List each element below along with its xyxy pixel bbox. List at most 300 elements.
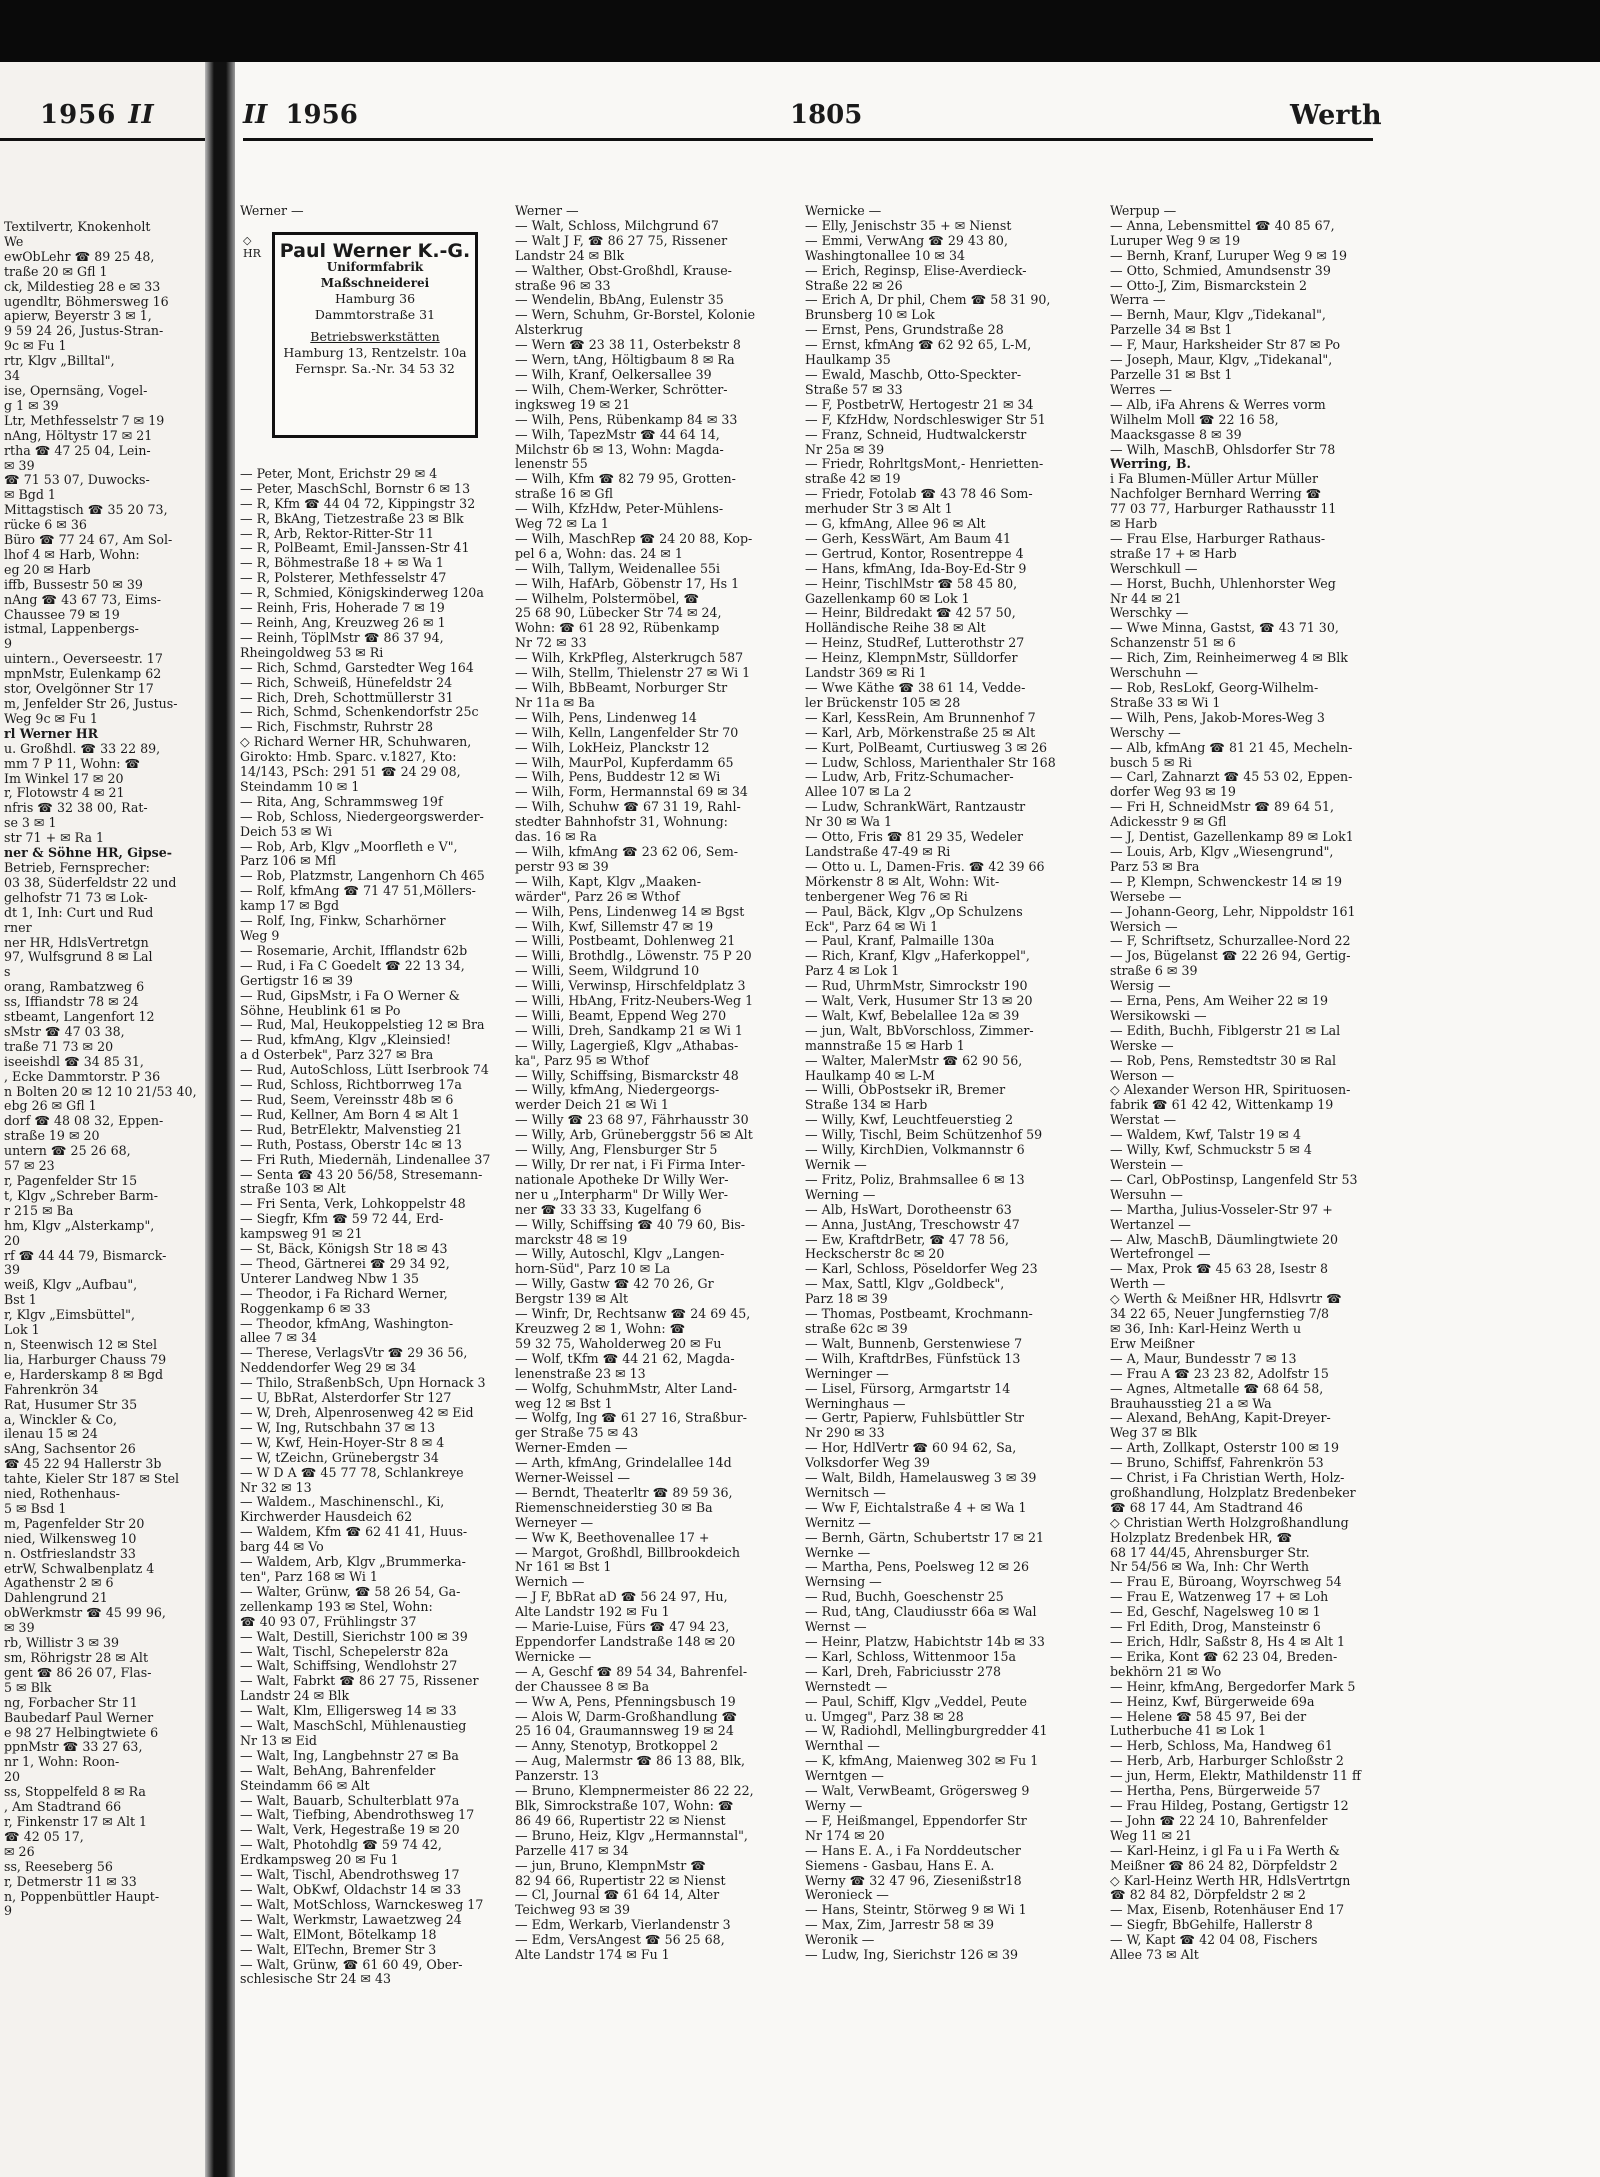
directory-entry: straße 17 + ✉ Harb: [1110, 546, 1237, 561]
directory-entry: — Willy, KirchDien, Volkmannstr 6: [805, 1143, 1025, 1158]
directory-entry: e, Harderskamp 8 ✉ Bgd: [4, 1367, 164, 1382]
directory-entry: — Ludw, Ing, Sierichstr 126 ✉ 39: [805, 1948, 1019, 1963]
directory-entry: We: [4, 234, 24, 249]
directory-entry: horn-Süd", Parz 10 ✉ La: [515, 1262, 671, 1277]
directory-entry: — Wilh, Schuhw ☎ 67 31 19, Rahl-: [515, 800, 741, 815]
directory-entry: — Walt, Tischl, Abendrothsweg 17: [240, 1868, 460, 1883]
directory-entry: Riemenschneiderstieg 30 ✉ Ba: [515, 1500, 713, 1515]
surname-heading: Werneyer —: [515, 1515, 594, 1530]
directory-entry: nationale Apotheke Dr Willy Wer-: [515, 1172, 729, 1187]
directory-entry: — F, Maur, Harksheider Str 87 ✉ Po: [1110, 338, 1341, 353]
directory-entry: Landstr 24 ✉ Blk: [515, 248, 625, 263]
directory-entry: stbeamt, Langenfort 12: [4, 1010, 155, 1025]
directory-entry: — Hertha, Pens, Bürgerweide 57: [1110, 1784, 1321, 1799]
directory-entry: — R, Böhmestraße 18 + ✉ Wa 1: [240, 556, 444, 571]
directory-entry: — Bruno, Schiffsf, Fahrenkrön 53: [1110, 1456, 1324, 1471]
directory-entry: — R, BkAng, Tietzestraße 23 ✉ Blk: [240, 511, 464, 526]
directory-entry: — Rich, Kranf, Klgv „Haferkoppel",: [805, 949, 1030, 964]
right-running-head: [243, 100, 358, 130]
directory-entry: sm, Röhrigstr 28 ✉ Alt: [4, 1651, 149, 1665]
directory-entry: eg 20 ✉ Harb: [4, 562, 91, 577]
directory-column-2: [515, 204, 803, 2149]
directory-entry: 9: [4, 637, 13, 652]
directory-entry: — Walt, ElTechn, Bremer Str 3: [240, 1942, 437, 1957]
directory-entry: — Gertr, Papierw, Fuhlsbüttler Str: [805, 1411, 1025, 1426]
directory-entry: — Wwe Käthe ☎ 38 61 14, Vedde-: [805, 681, 1026, 695]
directory-entry: — Willi, Seem, Wildgrund 10: [515, 964, 700, 979]
directory-entry: uintern., Oeverseestr. 17: [4, 652, 163, 667]
directory-entry: — Rolf, kfmAng ☎ 71 47 51,Möllers-: [240, 884, 476, 899]
directory-entry: — J, Dentist, Gazellenkamp 89 ✉ Lok1: [1110, 830, 1354, 845]
directory-entry: ck, Mildestieg 28 e ✉ 33: [4, 279, 161, 294]
surname-heading: Werstat —: [1110, 1113, 1177, 1128]
directory-entry: Werny ☎ 32 47 96, Ziesenißstr18: [805, 1873, 1022, 1888]
directory-entry: — Wilh, Kelln, Langenfelder Str 70: [515, 725, 739, 740]
directory-entry: str 71 + ✉ Ra 1: [4, 831, 104, 846]
directory-entry: — Karl-Heinz, i gl Fa u i Fa Werth &: [1110, 1843, 1340, 1858]
directory-entry: — Rud, BetrElektr, Malvenstieg 21: [240, 1122, 463, 1137]
directory-entry: dorfer Weg 93 ✉ 19: [1110, 785, 1236, 800]
directory-entry: — Willy, Dr rer nat, i Fi Firma Inter-: [515, 1158, 746, 1172]
directory-entry: — Willi, Postbeamt, Dohlenweg 21: [515, 934, 736, 949]
book-gutter: [205, 62, 235, 2177]
directory-entry: Milchstr 6b ✉ 13, Wohn: Magda-: [515, 442, 724, 457]
directory-entry: — Rolf, Ing, Finkw, Scharhörner: [240, 914, 446, 929]
directory-entry: — Wilh, Kapt, Klgv „Maaken-: [515, 874, 702, 889]
directory-entry: — Rud, Buchh, Goeschenstr 25: [805, 1590, 1004, 1605]
directory-entry: r, Detmerstr 11 ✉ 33: [4, 1874, 137, 1889]
directory-entry: ner ☎ 33 33 33, Kugelfang 6: [515, 1202, 702, 1217]
directory-entry: — Friedr, Fotolab ☎ 43 78 46 Som-: [805, 487, 1033, 502]
directory-entry: Parz 106 ✉ Mfl: [240, 854, 336, 869]
directory-entry: ☎ 45 22 94 Hallerstr 3b: [4, 1457, 162, 1472]
directory-entry: — Ewald, Maschb, Otto-Speckter-: [805, 367, 1022, 382]
directory-entry: ner HR, HdlsVertretgn: [4, 935, 149, 950]
directory-entry: ise, Opernsäng, Vogel-: [4, 383, 148, 398]
directory-entry: straße 96 ✉ 33: [515, 278, 611, 293]
directory-entry: n Bolten 20 ✉ 12 10 21/53 40,: [4, 1084, 197, 1099]
directory-entry: — Walt, Tischl, Schepelerstr 82a: [240, 1644, 449, 1659]
directory-entry: — Helene ☎ 58 45 97, Bei der: [1110, 1709, 1307, 1724]
directory-entry: — Margot, Großhdl, Billbrookdeich: [515, 1545, 740, 1560]
directory-entry: ✉ Harb: [1110, 517, 1158, 532]
surname-heading: Werschuhn —: [1110, 666, 1198, 681]
directory-entry: — Rich, Dreh, Schottmüllerstr 31: [240, 690, 454, 705]
directory-entry: — Wilh, MaurPol, Kupferdamm 65: [515, 755, 734, 770]
directory-entry: a, Winckler & Co,: [4, 1412, 117, 1427]
directory-entry: — Willy ☎ 23 68 97, Fährhausstr 30: [515, 1113, 749, 1128]
directory-entry: — W, Ing, Rutschbahn 37 ✉ 13: [240, 1420, 436, 1435]
surname-heading: Werske —: [1110, 1038, 1174, 1053]
surname-heading: Werra —: [1110, 293, 1166, 308]
directory-entry: — Walt, Ing, Langbehnstr 27 ✉ Ba: [240, 1748, 459, 1763]
directory-entry: — Wilh, Tallym, Weidenallee 55i: [515, 561, 721, 576]
directory-entry: lenenstr 55: [515, 457, 588, 472]
directory-entry: Teichweg 93 ✉ 39: [515, 1903, 630, 1918]
directory-entry: rb, Willistr 3 ✉ 39: [4, 1636, 120, 1651]
directory-entry: Alte Landstr 174 ✉ Fu 1: [515, 1948, 670, 1963]
directory-entry: ☎ 42 05 17,: [4, 1829, 84, 1844]
directory-entry: — G, kfmAng, Allee 96 ✉ Alt: [805, 517, 986, 532]
directory-entry: Weg 9: [240, 929, 280, 943]
surname-heading: Werstein —: [1110, 1158, 1184, 1172]
directory-entry: — W, Radiohdl, Mellingburgredder 41: [805, 1724, 1048, 1739]
directory-entry: — Rosemarie, Archit, Ifflandstr 62b: [240, 943, 468, 958]
directory-entry: — Frau Else, Harburger Rathaus-: [1110, 531, 1326, 546]
directory-entry: Panzerstr. 13: [515, 1769, 599, 1784]
directory-entry: — Wilh, Stellm, Thielenstr 27 ✉ Wi 1: [515, 666, 751, 681]
directory-entry: — Theod, Gärtnerei ☎ 29 34 92,: [240, 1256, 450, 1271]
directory-entry: — R, Kfm ☎ 44 04 72, Kippingstr 32: [240, 496, 476, 511]
directory-entry: nAng ☎ 43 67 73, Eims-: [4, 592, 162, 607]
directory-entry: — Hor, HdlVertr ☎ 60 94 62, Sa,: [805, 1441, 1017, 1456]
directory-entry: Brunsberg 10 ✉ Lok: [805, 308, 935, 323]
directory-entry: sMstr ☎ 47 03 38,: [4, 1024, 125, 1039]
directory-entry: — Rud, AutoSchloss, Lütt Iserbrook 74: [240, 1063, 489, 1078]
directory-entry: — Ernst, Pens, Grundstraße 28: [805, 323, 1004, 338]
directory-entry: — Anny, Stenotyp, Brotkoppel 2: [515, 1739, 719, 1754]
directory-entry: lhof 4 ✉ Harb, Wohn:: [4, 547, 140, 562]
directory-entry: r, Pagenfelder Str 15: [4, 1174, 138, 1188]
directory-entry: etrW, Schwalbenplatz 4: [4, 1561, 155, 1576]
directory-entry: Eppendorfer Landstraße 148 ✉ 20: [515, 1635, 736, 1649]
right-volume: II: [243, 100, 268, 130]
directory-entry: — Wolf, tKfm ☎ 44 21 62, Magda-: [515, 1351, 735, 1366]
directory-entry: — Walter, MalerMstr ☎ 62 90 56,: [805, 1053, 1023, 1068]
directory-entry: Wohn: ☎ 61 28 92, Rübenkamp: [515, 621, 720, 636]
directory-entry: n, Poppenbüttler Haupt-: [4, 1889, 160, 1904]
directory-entry: — Heinr, kfmAng, Bergedorfer Mark 5: [1110, 1679, 1356, 1694]
directory-entry: ler Brückenstr 105 ✉ 28: [805, 695, 961, 710]
directory-entry: — Joseph, Maur, Klgv, „Tidekanal",: [1110, 353, 1333, 368]
directory-entry: allee 7 ✉ 34: [240, 1331, 318, 1346]
directory-entry: — Wilh, Kfm ☎ 82 79 95, Grotten-: [515, 472, 736, 487]
surname-heading: Werner-Emden —: [515, 1441, 628, 1456]
directory-entry: straße 103 ✉ Alt: [240, 1182, 346, 1197]
directory-entry: — Ww K, Beethovenallee 17 +: [515, 1530, 710, 1545]
directory-entry: straße 19 ✉ 20: [4, 1129, 100, 1144]
surname-heading: Weronieck —: [805, 1888, 889, 1903]
directory-entry: — Rud, kfmAng, Klgv „Kleinsied!: [240, 1033, 452, 1048]
directory-entry: — Erna, Pens, Am Weiher 22 ✉ 19: [1110, 994, 1329, 1009]
directory-entry: — Willy, Tischl, Beim Schützenhof 59: [805, 1128, 1043, 1143]
directory-entry: — Peter, Mont, Erichstr 29 ✉ 4: [240, 466, 438, 481]
directory-entry: 59 32 75, Waholderweg 20 ✉ Fu: [515, 1336, 722, 1351]
surname-heading: Werny —: [805, 1798, 863, 1813]
directory-entry: Allee 73 ✉ Alt: [1110, 1948, 1199, 1963]
directory-entry: — Wilh, Kwf, Sillemstr 47 ✉ 19: [515, 919, 714, 934]
directory-entry: — Walt, Bauarb, Schulterblatt 97a: [240, 1793, 460, 1808]
directory-entry: — R, PolBeamt, Emil-Janssen-Str 41: [240, 541, 470, 556]
directory-entry: — Alw, MaschB, Däumlingtwiete 20: [1110, 1232, 1339, 1247]
surname-heading: Werson —: [1110, 1068, 1175, 1083]
directory-entry: 20: [4, 1233, 21, 1248]
directory-entry: — Rud, UhrmMstr, Simrockstr 190: [805, 979, 1028, 994]
directory-entry: — Siegfr, BbGehilfe, Hallerstr 8: [1110, 1918, 1313, 1933]
left-page-column: [4, 220, 202, 1919]
directory-entry: — Wilh, Pens, Lindenweg 14 ✉ Bgst: [515, 904, 745, 919]
directory-entry: — Herb, Arb, Harburger Schloßstr 2: [1110, 1754, 1344, 1769]
directory-entry: — Lisel, Fürsorg, Armgartstr 14: [805, 1381, 1011, 1396]
header-rule-right: [243, 138, 1373, 141]
directory-entry: 68 17 44/45, Ahrensburger Str.: [1110, 1545, 1310, 1560]
directory-entry: — Walt, Verk, Husumer Str 13 ✉ 20: [805, 994, 1033, 1009]
directory-entry: e 98 27 Helbingtwiete 6: [4, 1725, 159, 1740]
directory-entry: bekhörn 21 ✉ Wo: [1110, 1664, 1222, 1679]
directory-entry: Baubedarf Paul Werner: [4, 1710, 154, 1725]
directory-entry: — Rob, Schloss, Niedergeorgswerder-: [240, 809, 484, 824]
directory-entry: — Christ, i Fa Christian Werth, Holz-: [1110, 1471, 1345, 1486]
surname-heading: Werninghaus —: [805, 1396, 906, 1411]
directory-entry: Mörkenstr 8 ✉ Alt, Wohn: Wit-: [805, 874, 1000, 889]
ad-diamond-hr-mark: ◇ HR: [243, 234, 261, 260]
directory-entry: ✉ 36, Inh: Karl-Heinz Werth u: [1110, 1321, 1302, 1336]
directory-entry: — Walt, VerwBeamt, Grögersweg 9: [805, 1784, 1030, 1799]
directory-entry: — U, BbRat, Alsterdorfer Str 127: [240, 1391, 452, 1406]
directory-entry: a d Osterbek", Parz 327 ✉ Bra: [240, 1048, 434, 1063]
directory-entry: — Hans, kfmAng, Ida-Boy-Ed-Str 9: [805, 561, 1027, 576]
directory-entry: — Ed, Geschf, Nagelsweg 10 ✉ 1: [1110, 1605, 1321, 1620]
directory-entry: Alsterkrug: [515, 323, 583, 338]
directory-entry: — Walt, MotSchloss, Warnckesweg 17: [240, 1897, 484, 1912]
directory-entry: — Martha, Julius-Vosseler-Str 97 +: [1110, 1202, 1333, 1217]
directory-entry: — F, Schriftsetz, Schurzallee-Nord 22: [1110, 934, 1351, 949]
directory-entry: Brauhausstieg 21 a ✉ Wa: [1110, 1396, 1272, 1411]
directory-entry: — Frau Hildeg, Postang, Gertigstr 12: [1110, 1798, 1349, 1813]
directory-entry: Straße 33 ✉ Wi 1: [1110, 695, 1221, 710]
surname-heading: Werner —: [515, 204, 579, 218]
directory-entry: — Arth, Zollkapt, Osterstr 100 ✉ 19: [1110, 1441, 1340, 1456]
directory-entry: 14/143, PSch: 291 51 ☎ 24 29 08,: [240, 765, 461, 780]
directory-entry: Parz 4 ✉ Lok 1: [805, 964, 900, 979]
directory-entry: Weg 72 ✉ La 1: [515, 517, 609, 532]
directory-entry: Betrieb, Fernsprecher:: [4, 860, 150, 875]
directory-entry: — Waldem, Arb, Klgv „Brummerka-: [240, 1555, 466, 1570]
directory-entry: r 215 ✉ Ba: [4, 1203, 74, 1218]
directory-entry: Nr 290 ✉ 33: [805, 1426, 885, 1441]
directory-entry: — Marie-Luise, Fürs ☎ 47 94 23,: [515, 1620, 730, 1635]
directory-entry: Textilvertr, Knokenholt: [4, 220, 151, 234]
directory-entry: iseeishdl ☎ 34 85 31,: [4, 1054, 144, 1069]
surname-heading: Wernicke —: [805, 204, 882, 218]
directory-entry: ilenau 15 ✉ 24: [4, 1427, 98, 1442]
directory-entry: Volksdorfer Weg 39: [805, 1456, 930, 1471]
directory-entry: — Horst, Buchh, Uhlenhorster Weg: [1110, 576, 1336, 591]
directory-entry: — Walt, Kwf, Bebelallee 12a ✉ 39: [805, 1008, 1020, 1023]
directory-entry: Schanzenstr 51 ✉ 6: [1110, 636, 1236, 651]
surname-heading: Wertefrongel —: [1110, 1247, 1211, 1262]
directory-entry: Erdkampsweg 20 ✉ Fu 1: [240, 1853, 399, 1868]
directory-entry: Haulkamp 40 ✉ L-M: [805, 1068, 935, 1083]
directory-entry: — Walt, Fabrkt ☎ 86 27 75, Rissener: [240, 1674, 479, 1689]
surname-heading: Wersuhn —: [1110, 1187, 1183, 1202]
directory-entry: — Wendelin, BbAng, Eulenstr 35: [515, 293, 724, 308]
directory-entry: untern ☎ 25 26 68,: [4, 1144, 131, 1159]
directory-entry: ☎ 82 84 82, Dörpfeldstr 2 ✉ 2: [1110, 1888, 1306, 1903]
directory-entry: — Fri Senta, Verk, Lohkoppelstr 48: [240, 1197, 466, 1212]
directory-entry: istmal, Lappenbergs-: [4, 622, 139, 637]
surname-heading: Wernik —: [805, 1158, 867, 1172]
directory-entry: — Wilh, MaschRep ☎ 24 20 88, Kop-: [515, 531, 753, 546]
directory-entry: — Rob, Platzmstr, Langenhorn Ch 465: [240, 869, 485, 884]
directory-entry: Meißner ☎ 86 24 82, Dörpfeldstr 2: [1110, 1858, 1338, 1873]
directory-entry: ✉ 39: [4, 458, 35, 473]
directory-entry: — Wolfg, Ing ☎ 61 27 16, Straßbur-: [515, 1411, 748, 1426]
directory-entry: ◇ Richard Werner HR, Schuhwaren,: [240, 735, 472, 750]
surname-heading: Werschy —: [1110, 725, 1181, 740]
directory-entry: ger Straße 75 ✉ 43: [515, 1426, 639, 1441]
directory-entry: — Erika, Kont ☎ 62 23 04, Breden-: [1110, 1649, 1338, 1664]
directory-entry: — Waldem., Maschinenschl., Ki,: [240, 1495, 445, 1510]
directory-entry: — Rich, Schmd, Garstedter Weg 164: [240, 660, 474, 675]
directory-entry: Parzelle 31 ✉ Bst 1: [1110, 367, 1233, 382]
directory-entry: — Reinh, TöplMstr ☎ 86 37 94,: [240, 630, 444, 645]
directory-entry: Parz 53 ✉ Bra: [1110, 859, 1200, 874]
directory-entry: Bergstr 139 ✉ Alt: [515, 1292, 629, 1307]
directory-entry: — Alexand, BehAng, Kapit-Dreyer-: [1110, 1411, 1331, 1426]
directory-entry: — Rud, GipsMstr, i Fa O Werner &: [240, 988, 460, 1003]
directory-entry: — Bernh, Kranf, Luruper Weg 9 ✉ 19: [1110, 248, 1347, 263]
directory-entry: Söhne, Heublink 61 ✉ Po: [240, 1003, 401, 1018]
ad-line-workshops: Betriebswerkstätten: [310, 329, 440, 344]
directory-entry: — Wern ☎ 23 38 11, Osterbekstr 8: [515, 338, 741, 353]
directory-entry: — Karl, Dreh, Fabriciusstr 278: [805, 1664, 1001, 1679]
directory-entry: 34 22 65, Neuer Jungfernstieg 7/8: [1110, 1307, 1330, 1322]
directory-entry: n, Steenwisch 12 ✉ Stel: [4, 1337, 158, 1352]
directory-entry: weg 12 ✉ Bst 1: [515, 1396, 613, 1411]
surname-heading: Wersebe —: [1110, 889, 1182, 904]
directory-entry: — R, Schmied, Königskinderweg 120a: [240, 586, 484, 601]
surname-heading: Werth —: [1110, 1277, 1166, 1292]
directory-entry: — Fri H, SchneidMstr ☎ 89 64 51,: [1110, 800, 1335, 815]
directory-entry: — Willi, ObPostsekr iR, Bremer: [805, 1083, 1006, 1098]
directory-entry: 86 49 66, Rupertistr 22 ✉ Nienst: [515, 1813, 726, 1828]
directory-entry: — Herb, Schloss, Ma, Handweg 61: [1110, 1739, 1333, 1754]
directory-entry: — Walt, BehAng, Bahrenfelder: [240, 1763, 436, 1778]
directory-entry: — Heinz, Kwf, Bürgerweide 69a: [1110, 1694, 1315, 1709]
directory-entry: — W, Dreh, Alpenrosenweg 42 ✉ Eid: [240, 1406, 474, 1420]
surname-heading: Wernich —: [515, 1575, 585, 1590]
ad-line-city: Hamburg 36: [334, 291, 416, 306]
directory-entry: zellenkamp 193 ✉ Stel, Wohn:: [240, 1599, 433, 1614]
directory-entry: — Bruno, Heiz, Klgv „Hermannstal",: [515, 1828, 748, 1843]
directory-entry: mm 7 P 11, Wohn: ☎: [4, 756, 141, 771]
directory-entry: — Cl, Journal ☎ 61 64 14, Alter: [515, 1888, 720, 1903]
directory-entry: t, Klgv „Schreber Barm-: [4, 1188, 158, 1203]
directory-entry: — Max, Eisenb, Rotenhäuser End 17: [1110, 1903, 1345, 1918]
directory-entry: 25 16 04, Graumannsweg 19 ✉ 24: [515, 1724, 734, 1739]
directory-entry: — Emmi, VerwAng ☎ 29 43 80,: [805, 233, 1008, 248]
directory-entry: — Friedr, RohrltgsMont,- Henrietten-: [805, 457, 1044, 472]
directory-entry: — A, Maur, Bundesstr 7 ✉ 13: [1110, 1351, 1297, 1366]
directory-entry: obWerkmstr ☎ 45 99 96,: [4, 1606, 166, 1621]
directory-entry: — Peter, MaschSchl, Bornstr 6 ✉ 13: [240, 481, 471, 496]
directory-entry: 97, Wulfsgrund 8 ✉ Lal: [4, 950, 153, 965]
directory-entry: — Siegfr, Kfm ☎ 59 72 44, Erd-: [240, 1212, 444, 1227]
directory-entry: nAng, Höltystr 17 ✉ 21: [4, 428, 153, 443]
directory-entry: — Anna, Lebensmittel ☎ 40 85 67,: [1110, 218, 1335, 233]
directory-entry: Nr 161 ✉ Bst 1: [515, 1560, 612, 1575]
surname-heading: Werres —: [1110, 382, 1172, 397]
directory-entry: — Willy, Gastw ☎ 42 70 26, Gr: [515, 1277, 714, 1292]
ad-line-phone: Fernspr. Sa.-Nr. 34 53 32: [295, 361, 455, 376]
surname-heading: Werpup —: [1110, 204, 1177, 218]
directory-entry: — Walt, Destill, Sierichstr 100 ✉ 39: [240, 1629, 468, 1644]
directory-entry: g 1 ✉ 39: [4, 398, 59, 413]
directory-entry: Parz 18 ✉ 39: [805, 1292, 888, 1307]
directory-entry: — Alb, kfmAng ☎ 81 21 45, Mecheln-: [1110, 740, 1353, 755]
directory-entry: — Wilh, TapezMstr ☎ 44 64 14,: [515, 427, 720, 442]
directory-entry: — Ludw, SchrankWärt, Rantzaustr: [805, 800, 1026, 815]
directory-entry: Ltr, Methfesselstr 7 ✉ 19: [4, 413, 165, 428]
directory-entry: — Rud, tAng, Claudiusstr 66a ✉ Wal: [805, 1605, 1037, 1620]
directory-entry: — Otto, Fris ☎ 81 29 35, Wedeler: [805, 830, 1024, 845]
directory-entry: — Walt, Photohdlg ☎ 59 74 42,: [240, 1838, 442, 1853]
directory-entry: Nr 32 ✉ 13: [240, 1480, 312, 1495]
directory-entry: — Walt, Klm, Elligersweg 14 ✉ 33: [240, 1704, 457, 1719]
directory-entry: r, Klgv „Eimsbüttel",: [4, 1308, 135, 1323]
directory-entry: Landstr 24 ✉ Blk: [240, 1689, 350, 1704]
directory-entry: Allee 107 ✉ La 2: [805, 785, 912, 800]
directory-entry: — Willi, HbAng, Fritz-Neubers-Weg 1: [515, 994, 754, 1009]
directory-entry: 39: [4, 1263, 21, 1278]
directory-entry: — Therese, VerlagsVtr ☎ 29 36 56,: [240, 1346, 468, 1361]
directory-entry: — Carl, ObPostinsp, Langenfeld Str 53: [1110, 1172, 1358, 1187]
directory-entry: m, Jenfelder Str 26, Justus-: [4, 697, 178, 711]
directory-entry: — Alb, HsWart, Dorotheenstr 63: [805, 1202, 1012, 1217]
directory-column-4: [1110, 204, 1374, 2149]
directory-entry: — Fri Ruth, Miedernäh, Lindenallee 37: [240, 1152, 491, 1167]
directory-entry: — Paul, Bäck, Klgv „Op Schulzens: [805, 904, 1023, 919]
directory-entry: — Hans, Steintr, Störweg 9 ✉ Wi 1: [805, 1903, 1027, 1918]
directory-entry: — Walt, ObKwf, Oldachstr 14 ✉ 33: [240, 1883, 462, 1897]
directory-entry: kampsweg 91 ✉ 21: [240, 1227, 363, 1242]
surname-heading: Werning —: [805, 1187, 876, 1202]
directory-entry: — Winfr, Dr, Rechtsanw ☎ 24 69 45,: [515, 1307, 751, 1322]
directory-entry: ng, Forbacher Str 11: [4, 1695, 138, 1710]
directory-entry: ✉ Bgd 1: [4, 488, 56, 503]
directory-entry: traße 71 73 ✉ 20: [4, 1039, 114, 1054]
directory-entry: — Theodor, i Fa Richard Werner,: [240, 1286, 448, 1301]
directory-entry: — Walther, Obst-Großhdl, Krause-: [515, 263, 732, 278]
directory-entry: Alte Landstr 192 ✉ Fu 1: [515, 1605, 670, 1620]
directory-entry: — Wern, tAng, Höltigbaum 8 ✉ Ra: [515, 353, 735, 368]
directory-entry: — Wilh, Form, Hermannstal 69 ✉ 34: [515, 785, 748, 800]
directory-entry: Maacksgasse 8 ✉ 39: [1110, 427, 1242, 442]
directory-entry: Nr 25a ✉ 39: [805, 442, 885, 457]
directory-entry: Agathenstr 2 ✉ 6: [4, 1576, 114, 1591]
directory-entry: u. Umgeg", Parz 38 ✉ 28: [805, 1709, 964, 1724]
directory-entry: — Waldem, Kwf, Talstr 19 ✉ 4: [1110, 1128, 1301, 1143]
directory-entry: — Alb, iFa Ahrens & Werres vorm: [1110, 397, 1326, 412]
surname-heading: Werner-Weissel —: [515, 1471, 630, 1486]
directory-entry: — R, Polsterer, Methfesselstr 47: [240, 571, 447, 586]
directory-entry: ☎ 68 17 44, Am Stadtrand 46: [1110, 1500, 1303, 1515]
directory-entry: merhuder Str 3 ✉ Alt 1: [805, 502, 953, 517]
header-rule-left: [0, 138, 205, 141]
directory-entry: — Wilh, Pens, Buddestr 12 ✉ Wi: [515, 770, 721, 785]
surname-heading: Werninger —: [805, 1366, 889, 1381]
directory-entry: — Ww F, Eichtalstraße 4 + ✉ Wa 1: [805, 1500, 1027, 1515]
directory-entry: rücke 6 ✉ 36: [4, 518, 87, 533]
directory-entry: , Ecke Dammtorstr. P 36: [4, 1069, 161, 1084]
directory-entry: — Louis, Arb, Klgv „Wiesengrund",: [1110, 844, 1334, 859]
directory-entry: — Otto u. L, Damen-Fris. ☎ 42 39 66: [805, 859, 1045, 874]
directory-entry: — Erich A, Dr phil, Chem ☎ 58 31 90,: [805, 293, 1051, 308]
directory-entry: — Wilh, HafArb, Göbenstr 17, Hs 1: [515, 576, 740, 591]
directory-entry: — Reinh, Ang, Kreuzweg 26 ✉ 1: [240, 615, 446, 630]
directory-entry: — Rud, Schloss, Richtborrweg 17a: [240, 1078, 462, 1093]
